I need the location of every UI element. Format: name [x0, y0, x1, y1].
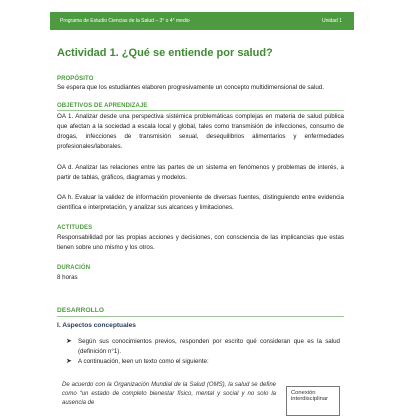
desarrollo-heading: DESARROLLO [57, 307, 105, 314]
list-item-text: Según sus conocimientos previos, responden por escrito qué consideran que es la salud (definición n°1). [78, 338, 340, 355]
duracion-heading: DURACIÓN [57, 265, 91, 271]
objective-oah: OA h. Evaluar la validez de información proveniente de diversas fuentes, distinguiendo entre evidencia científica e interpretación, y analizar sus alcances y limitaciones. [57, 194, 344, 211]
list-item-text: A continuación, leen un texto como el siguiente: [78, 358, 209, 365]
actitudes-text: Responsabilidad por las propias acciones y decisiones, con consciencia de las implicancias que estas tienen sobre uno mismo y los otros. [57, 234, 344, 251]
arrow-bullet-icon: ➤ [66, 338, 72, 345]
section-divider [57, 110, 344, 111]
arrow-bullet-icon: ➤ [66, 358, 72, 365]
aspectos-conceptuales-heading: I. Aspectos conceptuales [57, 322, 136, 329]
unit-label: Unidad 1 [321, 18, 342, 24]
section-divider [57, 316, 344, 317]
objetivos-heading: OBJETIVOS DE APRENDIZAJE [57, 103, 148, 109]
page-title: Actividad 1. ¿Qué se entiende por salud? [57, 47, 273, 59]
duracion-text: 8 horas [57, 274, 78, 281]
header-bar [50, 12, 354, 30]
interdisciplinary-box: Conexión interdisciplinar [286, 386, 340, 416]
proposito-heading: PROPÓSITO [57, 76, 94, 82]
program-title: Programa de Estudio Ciencias de la Salud – 3° o 4° medio [60, 18, 190, 24]
actitudes-heading: ACTITUDES [57, 225, 93, 231]
quote-text: De acuerdo con la Organización Mundial de la Salud (OMS), la salud se define como “un estado de completo bienestar físico, mental y social y no solo la ausencia de [62, 382, 276, 406]
proposito-text: Se espera que los estudiantes elaboren progresivamente un concepto multidimensional de salud. [57, 84, 324, 91]
objective-oad: OA d. Analizar las relaciones entre las partes de un sistema en fenómenos y problemas de interés, a partir de tablas, gráficos, diagramas y modelos. [57, 164, 344, 181]
objective-oa1: OA 1. Analizar desde una perspectiva sistémica problemáticas complejas en materia de salud pública que afectan a la sociedad a escala local y global, tales como transmisión de infecciones, consumo de drogas, infecciones de transmisión sexual, desequilibrios alimentarios y enfermedades profesionales/laborales. [57, 113, 344, 150]
